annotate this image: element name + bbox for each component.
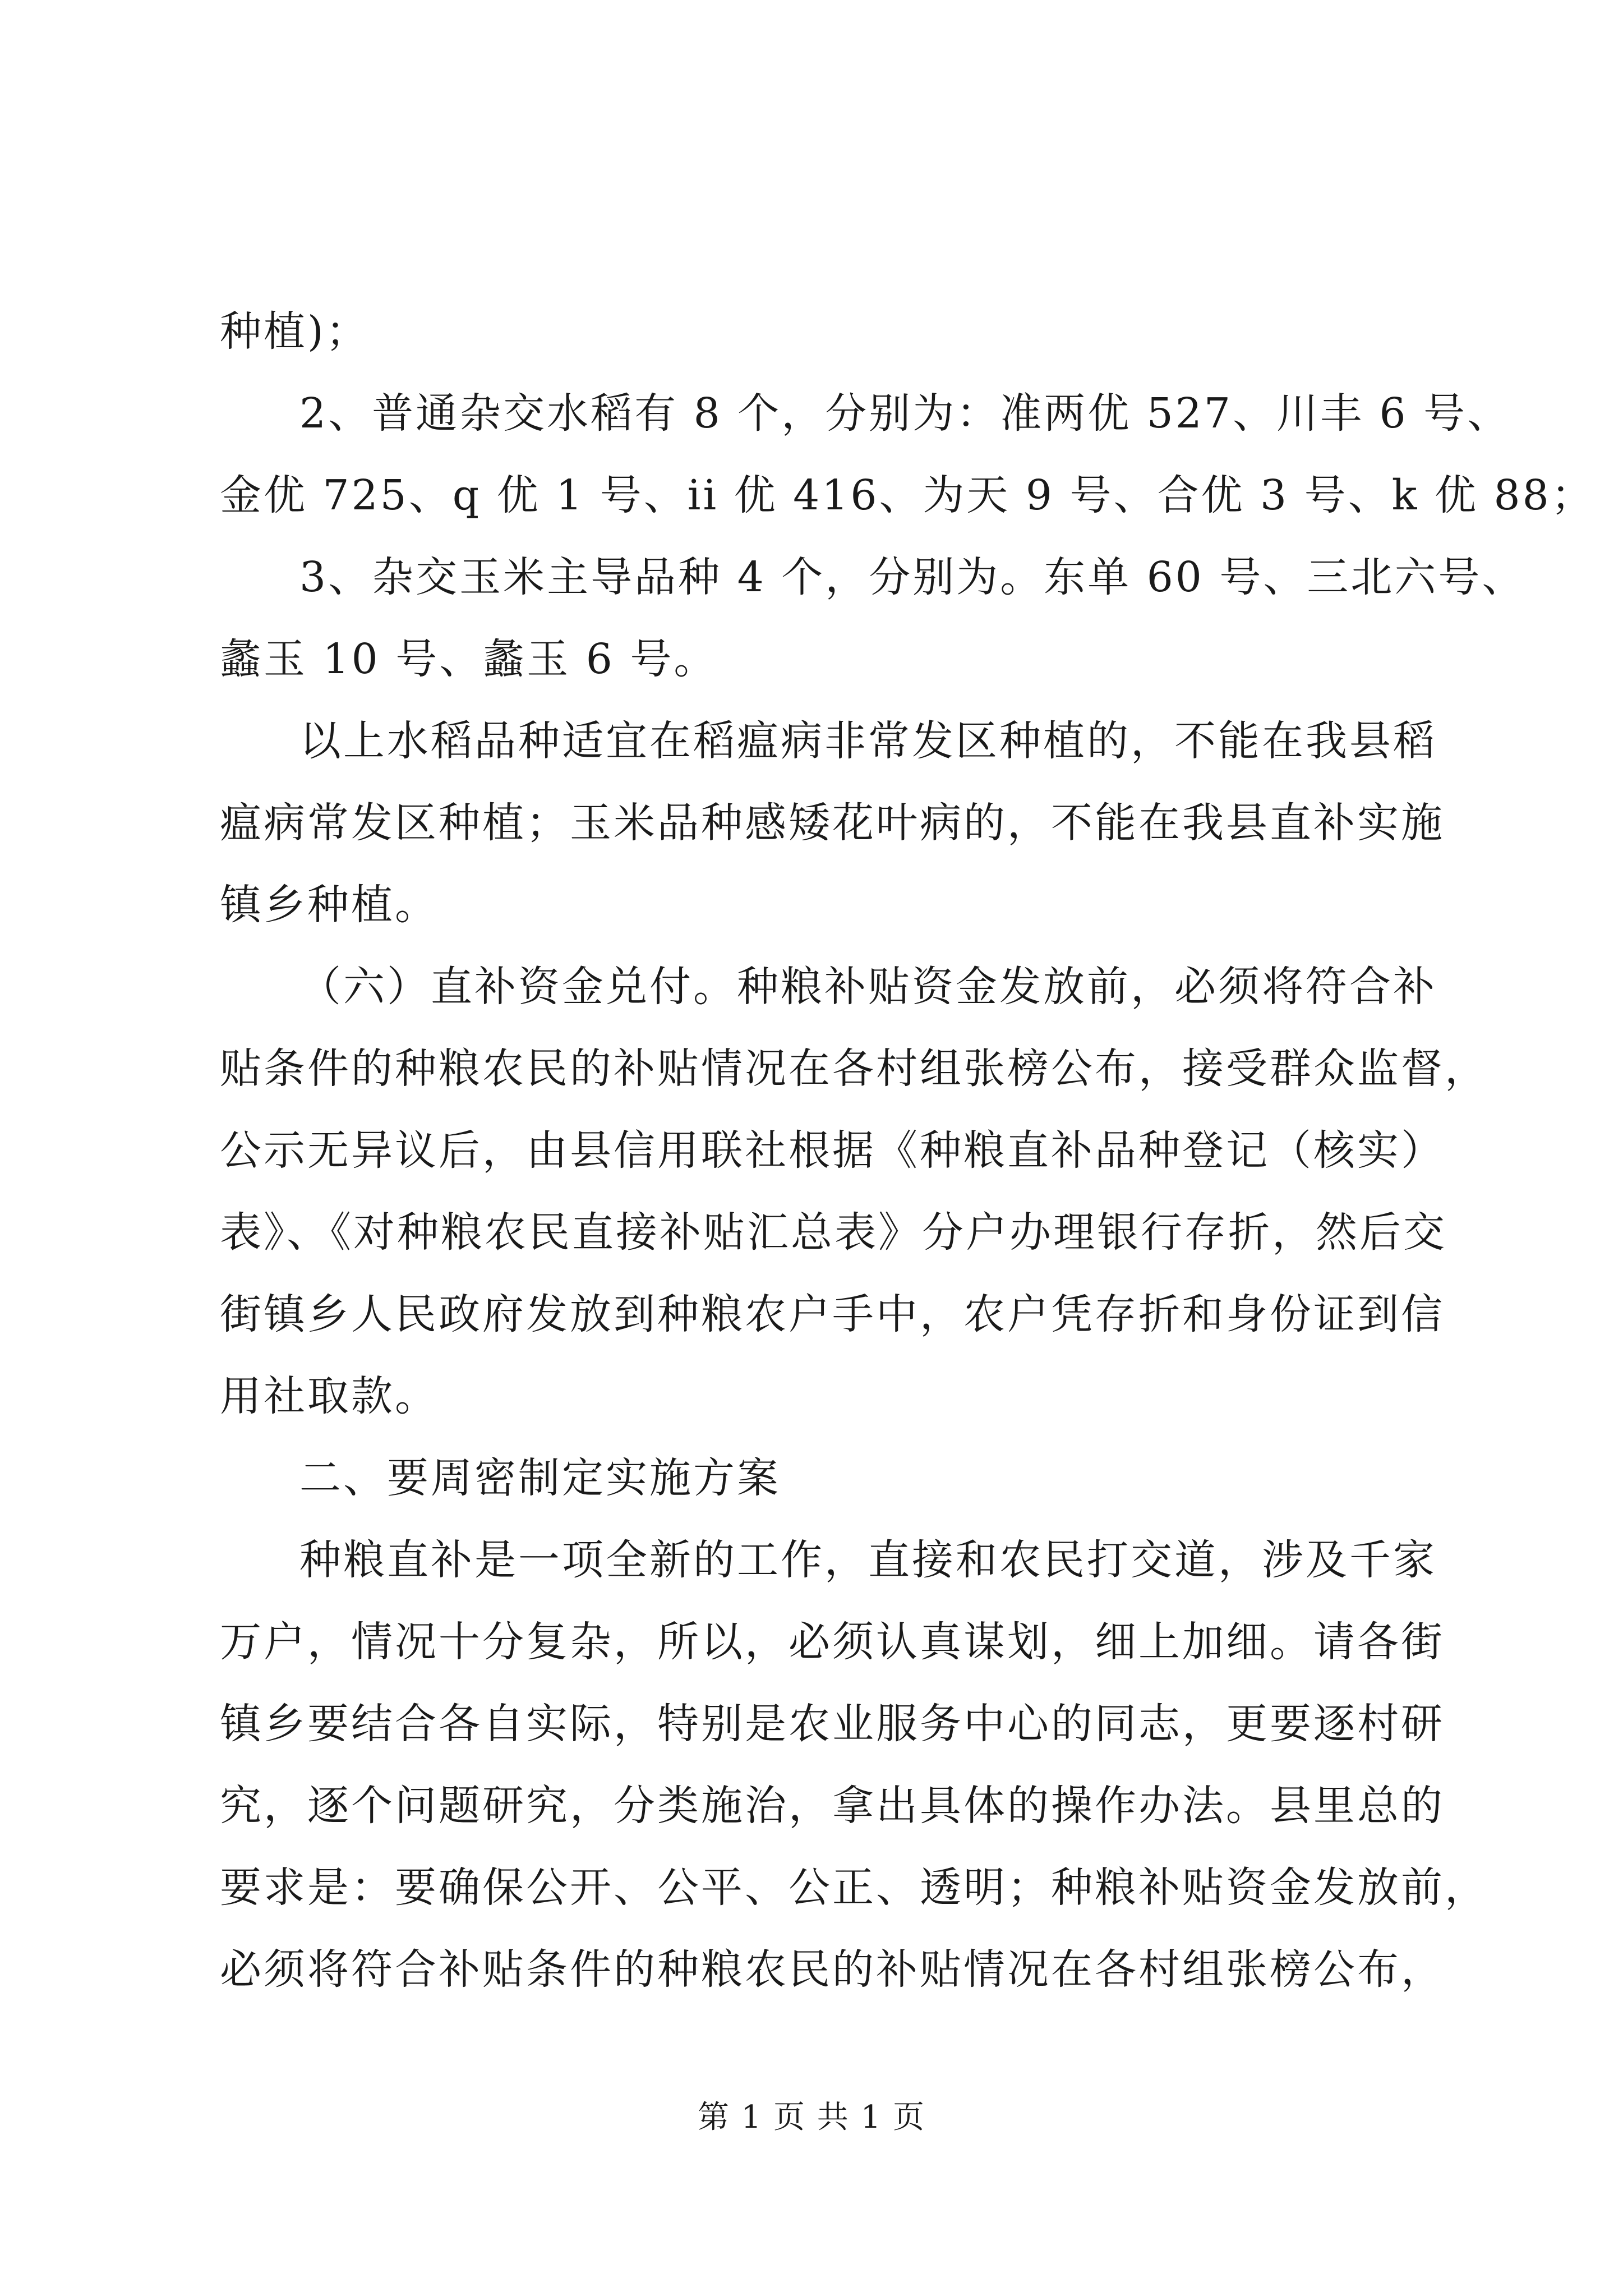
text-line-19: 究，逐个问题研究，分类施治，拿出具体的操作办法。县里总的 <box>220 1782 1445 1830</box>
text-line-7: 瘟病常发区种植；玉米品种感矮花叶病的，不能在我县直补实施 <box>220 799 1445 847</box>
page-footer: 第 1 页 共 1 页 <box>697 2099 926 2136</box>
text-line-3: 金优 725、q 优 1 号、ii 优 416、为天 9 号、合优 3 号、k 优 88； <box>220 471 1595 519</box>
text-line-16: 种粮直补是一项全新的工作，直接和农民打交道，涉及千家 <box>299 1536 1437 1584</box>
text-line-5: 蠡玉 10 号、蠡玉 6 号。 <box>220 635 718 683</box>
section-heading: 二、要周密制定实施方案 <box>299 1454 781 1502</box>
text-line-10: 贴条件的种粮农民的补贴情况在各村组张榜公布，接受群众监督， <box>220 1045 1488 1093</box>
text-line-8: 镇乡种植。 <box>220 881 439 929</box>
text-line-18: 镇乡要结合各自实际，特别是农业服务中心的同志，更要逐村研 <box>220 1700 1445 1748</box>
text-line-1: 种植)； <box>220 307 370 356</box>
text-line-2: 2、普通杂交水稻有 8 个，分别为：准两优 527、川丰 6 号、 <box>299 389 1511 438</box>
text-line-20: 要求是：要确保公开、公平、公正、透明；种粮补贴资金发放前， <box>220 1864 1488 1912</box>
text-line-11: 公示无异议后，由县信用联社根据《种粮直补品种登记（核实） <box>220 1126 1445 1175</box>
text-line-4: 3、杂交玉米主导品种 4 个，分别为。东单 60 号、三北六号、 <box>299 553 1526 601</box>
text-line-21: 必须将符合补贴条件的种粮农民的补贴情况在各村组张榜公布， <box>220 1945 1445 1994</box>
text-line-14: 用社取款。 <box>220 1372 439 1420</box>
text-line-9: （六）直补资金兑付。种粮补贴资金发放前，必须将符合补 <box>299 963 1437 1011</box>
text-line-13: 街镇乡人民政府发放到种粮农户手中，农户凭存折和身份证到信 <box>220 1290 1445 1338</box>
text-line-12: 表》、《对种粮农民直接补贴汇总表》分户办理银行存折，然后交 <box>220 1208 1447 1257</box>
text-line-17: 万户，情况十分复杂，所以，必须认真谋划，细上加细。请各街 <box>220 1618 1445 1666</box>
text-line-6: 以上水稻品种适宜在稻瘟病非常发区种植的，不能在我县稻 <box>299 717 1437 765</box>
